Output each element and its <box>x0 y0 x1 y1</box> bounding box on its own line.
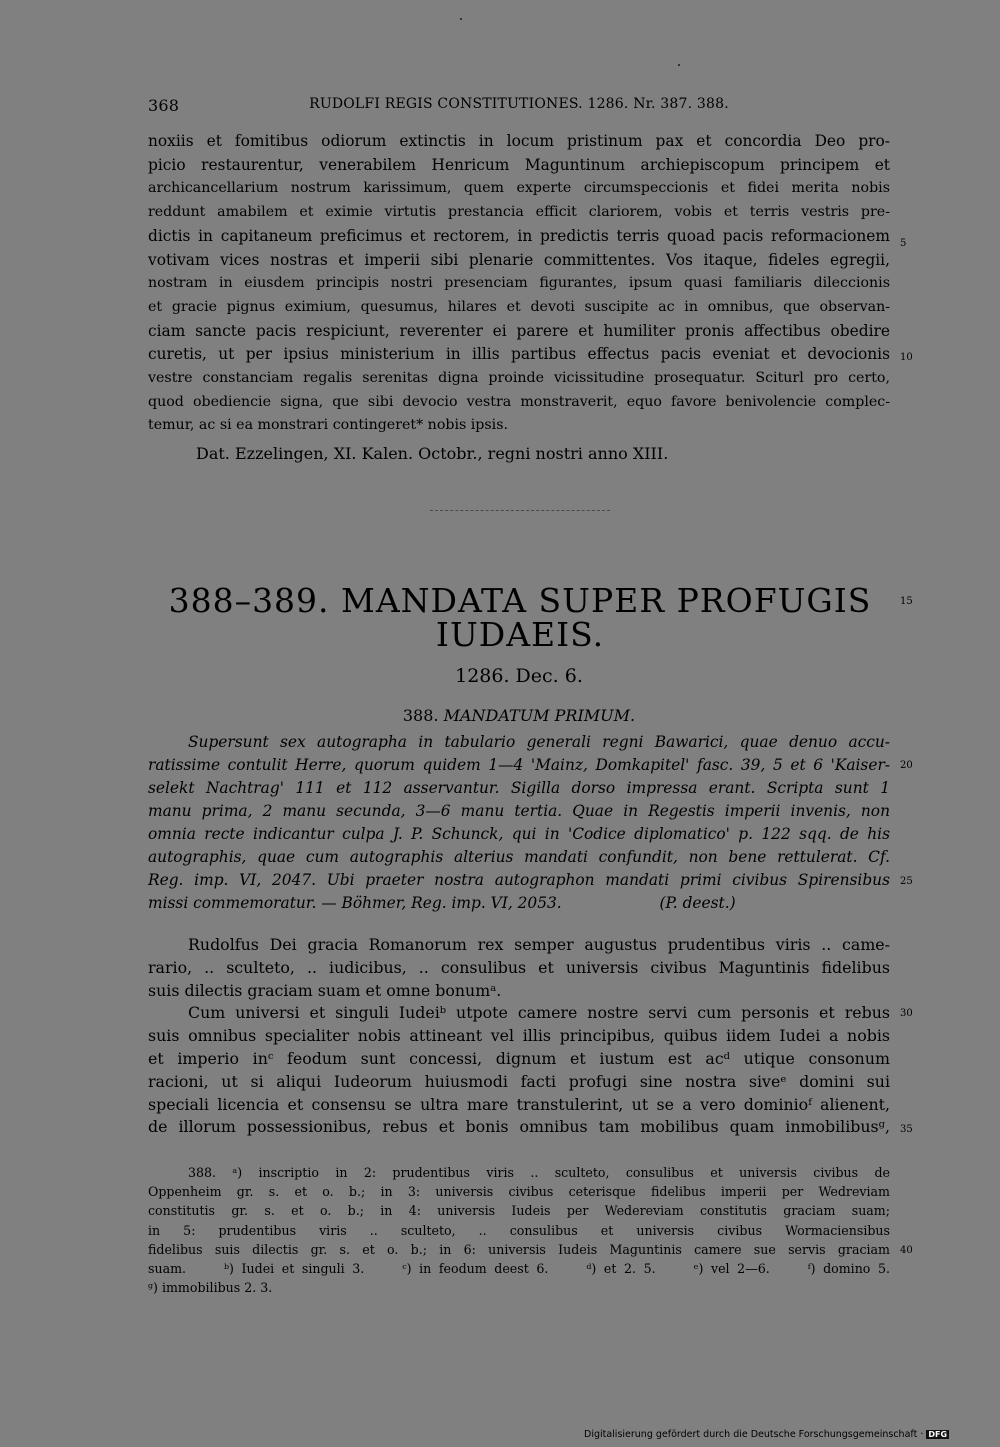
line-number: 30 <box>900 1008 913 1019</box>
text-line: de illorum possessionibus, rebus et bonis omnibus tam mobilibus quam inmobilibusᵍ, <box>148 1117 890 1137</box>
text-line: Rudolfus Dei gracia Romanorum rex semper augustus prudentibus viris .. came- <box>188 935 890 954</box>
text-line: et imperio inᶜ feodum sunt concessi, dignum et iustum est acᵈ utique consonum <box>148 1048 890 1068</box>
text-line: quod obediencie signa, que sibi devocio vestra monstraverit, equo favore benivolencie complec- <box>148 393 890 410</box>
footnote-line: ᵍ) immobilibus 2. 3. <box>148 1280 273 1296</box>
text-line: curetis, ut per ipsius ministerium in illis partibus effectus pacis eveniat et devocionis <box>148 345 890 364</box>
credit-text: Digitalisierung gefördert durch die Deutsche Forschungsgemeinschaft · <box>584 1429 924 1440</box>
paragraph-continuation <box>148 130 890 438</box>
editorial-introduction <box>148 731 890 915</box>
text-line: reddunt amabilem et eximie virtutis prestancia efficit clariorem, vobis et terris vestris pre- <box>148 204 890 221</box>
text-line: vestre constanciam regalis serenitas digna proinde vicissitudine prosequatur. Sciturl pro certo, <box>148 370 890 387</box>
charter-text <box>148 934 890 1139</box>
text-line: rario, .. sculteto, .. iudicibus, .. consulibus et universis civibus Maguntinis fidelibus <box>148 957 890 977</box>
line-number: 5 <box>900 238 907 249</box>
footnote-line: suam. ᵇ) Iudei et singuli 3. ᶜ) in feodum deest 6. ᵈ) et 2. 5. ᵉ) vel 2—6. ᶠ) domino 5. <box>148 1261 890 1277</box>
text-line: racioni, ut si aliqui Iudeorum huiusmodi facti profugi sine nostra siveᵉ domini sui <box>148 1071 890 1091</box>
line-number: 15 <box>900 596 913 607</box>
text-line: omnia recte indicantur culpa J. P. Schunck, qui in 'Codice diplomatico' p. 122 sqq. de his <box>148 825 890 843</box>
text-line: dictis in capitaneum preficimus et rectorem, in predictis terris quoad pacis reformacionem <box>148 226 890 245</box>
text-line: suis omnibus specialiter nobis attineant vel illis principibus, quibus iidem Iudei a nobis <box>148 1026 890 1046</box>
footnote-line: Oppenheim gr. s. et o. b.; in 3: universis civibus ceterisque fidelibus imperii per Wedreviam <box>148 1184 890 1200</box>
scan-speck <box>678 64 680 66</box>
page-number: 368 <box>148 96 180 115</box>
text-line: manu prima, 2 manu secunda, 3—6 manu tertia. Quae in Regestis imperii invenis, non <box>148 802 890 820</box>
text-line: ratissime contulit Herre, quorum quidem 1—4 'Mainz, Domkapitel' fasc. 39, 5 et 6 'Kaiser- <box>148 756 890 774</box>
footnote-line: in 5: prudentibus viris .. sculteto, .. consulibus et universis civibus Wormaciensibus <box>148 1222 890 1238</box>
text-line: ciam sancte pacis respiciunt, reverenter ei parere et humiliter pronis affectibus obedire <box>148 321 890 340</box>
line-number: 25 <box>900 876 913 887</box>
text-line: votivam vices nostras et imperii sibi plenarie committentes. Vos itaque, fideles egregii, <box>148 250 890 269</box>
document-heading: MANDATUM PRIMUM. <box>443 706 636 725</box>
section-title-line: 388–389. MANDATA SUPER PROFUGIS <box>168 581 872 620</box>
digitization-credit <box>584 1429 949 1440</box>
scan-speck <box>460 18 462 20</box>
footnote-line: 388. ᵃ) inscriptio in 2: prudentibus viris .. sculteto, consulibus et universis civibus de <box>188 1165 890 1180</box>
line-number: 20 <box>900 760 913 771</box>
running-title: RUDOLFI REGIS CONSTITUTIONES. 1286. Nr. 387. 388. <box>309 96 729 112</box>
text-line: Cum universi et singuli Iudeiᵇ utpote camere nostre servi cum personis et rebus <box>188 1003 890 1023</box>
text-line: missi commemoratur. — Böhmer, Reg. imp. VI, 2053. (P. deest.) <box>148 894 736 912</box>
section-title <box>140 581 900 654</box>
text-line: noxiis et fomitibus odiorum extinctis in locum pristinum pax et concordia Deo pro- <box>148 132 890 150</box>
footnote-line: constitutis gr. s. et o. b.; in 4: universis Iudeis per Wedereviam constitutis graciam suam; <box>148 1203 890 1219</box>
text-line: selekt Nachtrag' 111 et 112 asservantur. Sigilla dorso impressa erant. Scripta sunt 1 <box>148 779 890 797</box>
text-line: archicancellarium nostrum karissimum, quem experte circumspeccionis et fidei merita nobis <box>148 180 890 197</box>
text-line: temur, ac si ea monstrari contingeret* nobis ipsis. <box>148 417 508 434</box>
text-line: autographis, quae cum autographis alterius mandati confundit, non bene rettulerat. Cf. <box>148 848 890 866</box>
section-divider <box>430 510 610 511</box>
text-line: et gracie pignus eximium, quesumus, hilares et devoti suscipite ac in omnibus, que observan- <box>148 298 890 315</box>
text-line: Reg. imp. VI, 2047. Ubi praeter nostra autographon mandati primi civibus Spirensibus <box>148 871 890 889</box>
document-number: 388. <box>402 706 439 725</box>
line-number: 10 <box>900 352 913 363</box>
document-subtitle <box>148 706 890 725</box>
footnotes <box>148 1163 890 1297</box>
text-line: picio restaurentur, venerabilem Henricum Maguntinum archiepiscopum principem et <box>148 155 890 174</box>
text-line: Supersunt sex autographa in tabulario generali regni Bawarici, quae denuo accu- <box>188 733 890 751</box>
text-line: speciali licencia et consensu se ultra mare transtulerint, ut se a vero dominioᶠ alienent, <box>148 1094 890 1114</box>
text-line: nostram in eiusdem principis nostri presenciam figurantes, ipsum quasi familiaris dileccionis <box>148 275 890 292</box>
dating-clause: Dat. Ezzelingen, XI. Kalen. Octobr., regni nostri anno XIII. <box>196 444 669 463</box>
section-title-line: IUDAEIS. <box>435 615 605 654</box>
text-line: suis dilectis graciam suam et omne bonumᵃ. <box>148 980 502 1000</box>
line-number: 40 <box>900 1245 913 1256</box>
dfg-logo: DFG <box>928 1430 948 1439</box>
section-date: 1286. Dec. 6. <box>455 665 583 687</box>
line-number: 35 <box>900 1124 913 1135</box>
footnote-line: fidelibus suis dilectis gr. s. et o. b.; in 6: universis Iudeis Maguntinis camere sue servis graciam <box>148 1241 890 1257</box>
